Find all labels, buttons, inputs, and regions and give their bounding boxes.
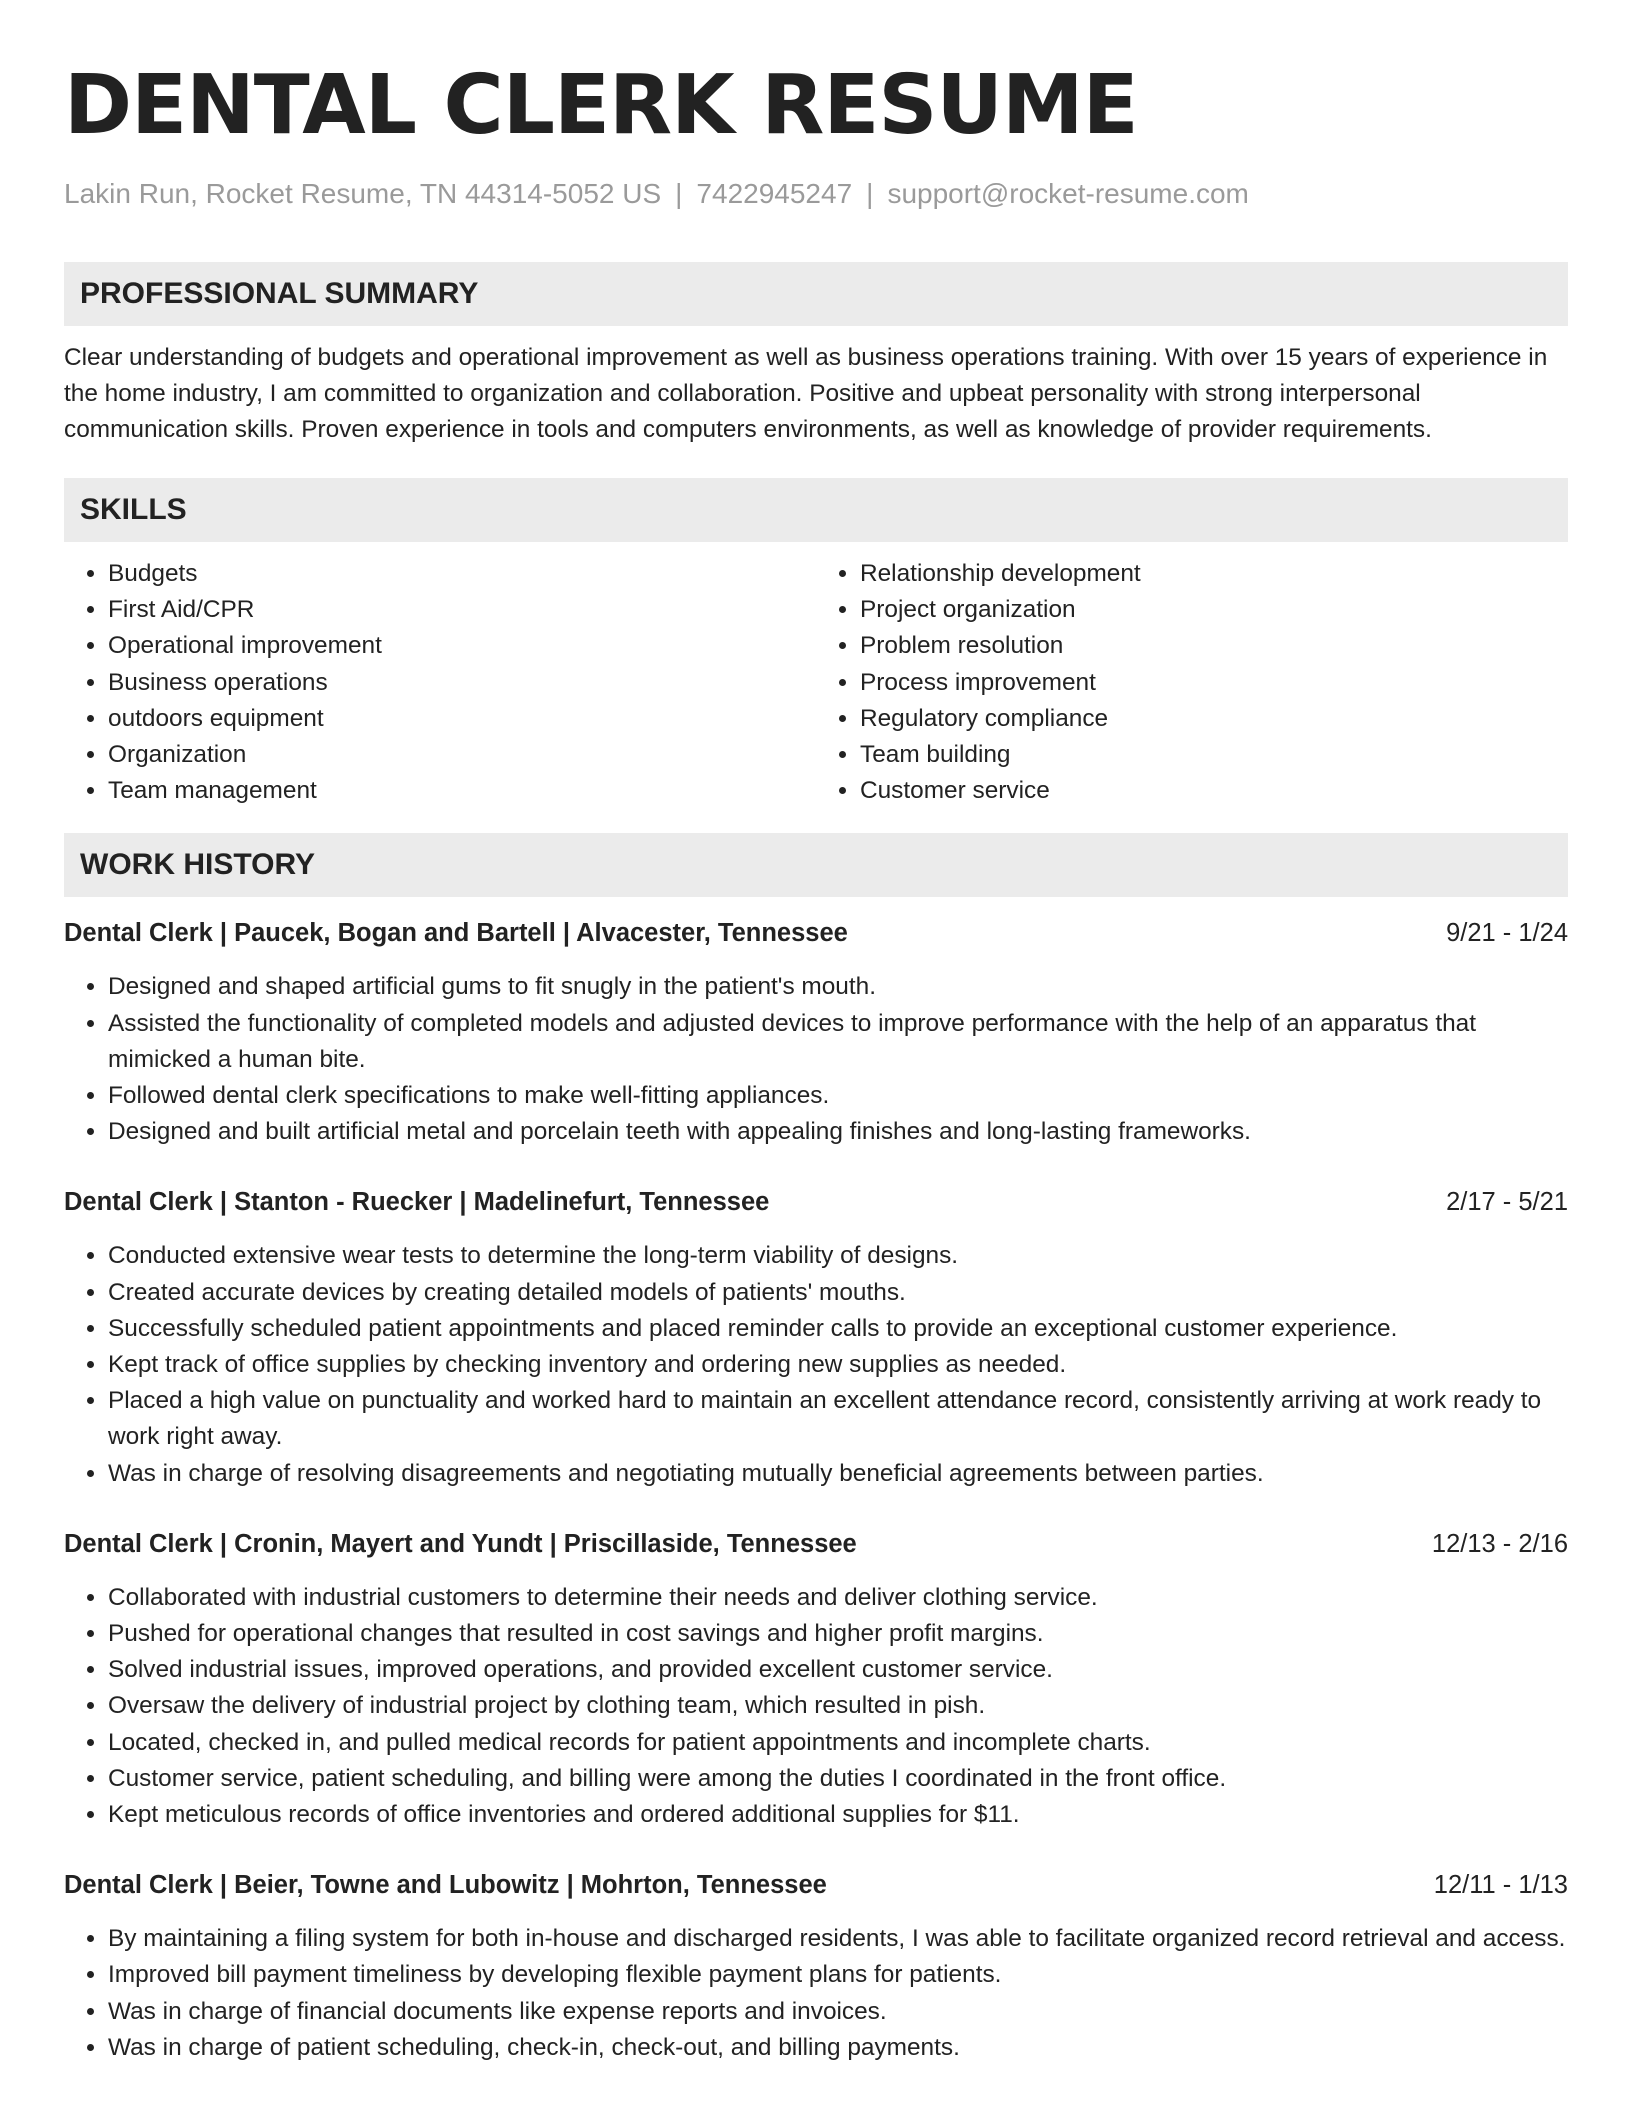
job-bullet: • Conducted extensive wear tests to determine the long-term viability of designs. bbox=[108, 1238, 1568, 1274]
job-bullet: • Solved industrial issues, improved operations, and provided excellent customer service. bbox=[108, 1652, 1568, 1688]
skills-heading: SKILLS bbox=[64, 478, 1568, 542]
job-dates: 9/21 - 1/24 bbox=[1446, 919, 1568, 948]
job-title: Dental Clerk | Paucek, Bogan and Bartell | Alvacester, Tennessee bbox=[64, 919, 848, 948]
job-bullet: • Followed dental clerk specifications to make well-fitting appliances. bbox=[108, 1078, 1568, 1114]
job-bullet: • Designed and built artificial metal and porcelain teeth with appealing finishes and long-lasting frameworks. bbox=[108, 1114, 1568, 1150]
skill-item: • Operational improvement bbox=[108, 628, 816, 664]
job-bullet: • Placed a high value on punctuality and worked hard to maintain an excellent attendance record, consistently arriving at work ready to work right away. bbox=[108, 1383, 1568, 1455]
skill-item: • Relationship development bbox=[860, 556, 1568, 592]
job-entry bbox=[64, 915, 1568, 1150]
contact-line bbox=[64, 176, 1568, 212]
work-history-heading: WORK HISTORY bbox=[64, 833, 1568, 897]
skill-item: • Budgets bbox=[108, 556, 816, 592]
contact-address: Lakin Run, Rocket Resume, TN 44314-5052 US bbox=[64, 178, 662, 209]
resume-title: DENTAL CLERK RESUME bbox=[64, 58, 1138, 153]
job-bullet: • Located, checked in, and pulled medical records for patient appointments and incomplete charts. bbox=[108, 1725, 1568, 1761]
job-bullet: • Improved bill payment timeliness by developing flexible payment plans for patients. bbox=[108, 1957, 1568, 1993]
job-bullet: • Assisted the functionality of completed models and adjusted devices to improve performance with the help of an apparatus that mimicked a human bite. bbox=[108, 1006, 1568, 1078]
skill-item: • Organization bbox=[108, 737, 816, 773]
job-bullet: • Was in charge of patient scheduling, check-in, check-out, and billing payments. bbox=[108, 2030, 1568, 2066]
skills-column-left bbox=[64, 556, 816, 809]
job-bullets bbox=[64, 1580, 1568, 1833]
skill-item: • Process improvement bbox=[860, 665, 1568, 701]
job-bullets bbox=[64, 969, 1568, 1150]
job-dates: 2/17 - 5/21 bbox=[1446, 1188, 1568, 1217]
job-bullet: • Kept track of office supplies by checking inventory and ordering new supplies as needed. bbox=[108, 1347, 1568, 1383]
skills-column-right bbox=[816, 556, 1568, 809]
job-bullet: • By maintaining a filing system for both in-house and discharged residents, I was able to facilitate organized record retrieval and access. bbox=[108, 1921, 1568, 1957]
skill-item: • Project organization bbox=[860, 592, 1568, 628]
job-dates: 12/11 - 1/13 bbox=[1433, 1871, 1568, 1900]
job-bullets bbox=[64, 1921, 1568, 2066]
skill-item: • Team building bbox=[860, 737, 1568, 773]
job-bullet: • Oversaw the delivery of industrial project by clothing team, which resulted in pish. bbox=[108, 1688, 1568, 1724]
job-entry bbox=[64, 1867, 1568, 2066]
skill-item: • outdoors equipment bbox=[108, 701, 816, 737]
job-entry bbox=[64, 1526, 1568, 1833]
contact-email: support@rocket-resume.com bbox=[887, 178, 1249, 209]
contact-phone: 7422945247 bbox=[696, 178, 853, 209]
skill-item: • Customer service bbox=[860, 773, 1568, 809]
summary-heading: PROFESSIONAL SUMMARY bbox=[64, 262, 1568, 326]
job-bullet: • Designed and shaped artificial gums to fit snugly in the patient's mouth. bbox=[108, 969, 1568, 1005]
job-bullet: • Customer service, patient scheduling, and billing were among the duties I coordinated in the front office. bbox=[108, 1761, 1568, 1797]
job-dates: 12/13 - 2/16 bbox=[1431, 1529, 1568, 1558]
job-bullet: • Was in charge of resolving disagreements and negotiating mutually beneficial agreements between parties. bbox=[108, 1456, 1568, 1492]
contact-separator: | bbox=[675, 178, 683, 209]
skills-list bbox=[64, 556, 1568, 809]
job-title: Dental Clerk | Stanton - Ruecker | Madelinefurt, Tennessee bbox=[64, 1188, 770, 1217]
job-bullet: • Successfully scheduled patient appointments and placed reminder calls to provide an exceptional customer experience. bbox=[108, 1311, 1568, 1347]
job-bullet: • Collaborated with industrial customers to determine their needs and deliver clothing service. bbox=[108, 1580, 1568, 1616]
job-header bbox=[64, 1867, 1568, 1903]
summary-text: Clear understanding of budgets and operational improvement as well as business operations training. With over 15 years of experience in the home industry, I am committed to organization and collaboration. Positive and upbeat personality with strong interpersonal communication skills. Proven experience in tools and computers environments, as well as knowledge of provider requirements. bbox=[64, 344, 1548, 443]
job-bullet: • Created accurate devices by creating detailed models of patients' mouths. bbox=[108, 1275, 1568, 1311]
job-title: Dental Clerk | Cronin, Mayert and Yundt | Priscillaside, Tennessee bbox=[64, 1529, 857, 1558]
job-bullets bbox=[64, 1238, 1568, 1491]
skill-item: • Regulatory compliance bbox=[860, 701, 1568, 737]
job-entry bbox=[64, 1184, 1568, 1491]
skill-item: • Problem resolution bbox=[860, 628, 1568, 664]
skill-item: • Business operations bbox=[108, 665, 816, 701]
job-header bbox=[64, 1526, 1568, 1562]
contact-separator: | bbox=[866, 178, 874, 209]
job-bullet: • Was in charge of financial documents like expense reports and invoices. bbox=[108, 1994, 1568, 2030]
skill-item: • First Aid/CPR bbox=[108, 592, 816, 628]
job-title: Dental Clerk | Beier, Towne and Lubowitz | Mohrton, Tennessee bbox=[64, 1871, 827, 1900]
job-header bbox=[64, 915, 1568, 951]
skill-item: • Team management bbox=[108, 773, 816, 809]
job-bullet: • Kept meticulous records of office inventories and ordered additional supplies for $11. bbox=[108, 1797, 1568, 1833]
job-bullet: • Pushed for operational changes that resulted in cost savings and higher profit margins. bbox=[108, 1616, 1568, 1652]
job-header bbox=[64, 1184, 1568, 1220]
